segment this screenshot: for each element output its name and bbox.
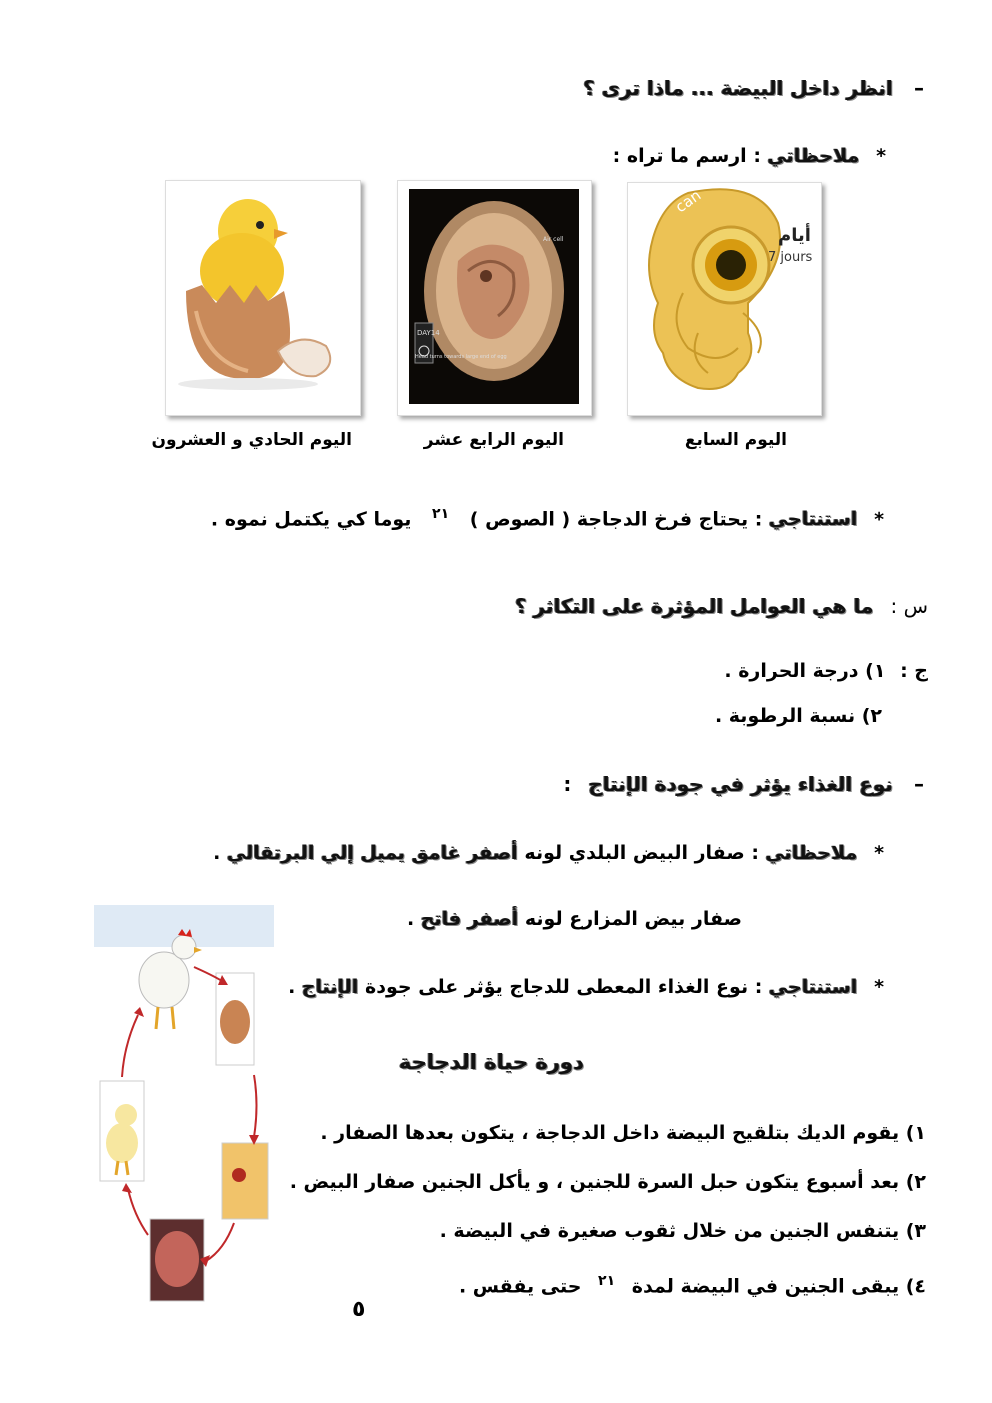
observation1-text: : ارسم ما تراه :: [612, 145, 761, 167]
lifecycle-item-4: ٤) يبقى الجنين في البيضة لمدة: [631, 1275, 926, 1298]
observation1-label: ملاحظاتي: [767, 145, 860, 167]
conclusion2-label: استنتاجي: [768, 976, 858, 998]
overlay-note: Head turns towards large end of egg: [415, 354, 507, 360]
conclusion1-text-after: يوما كي يكتمل نموه .: [210, 508, 412, 531]
conclusion2-text: : نوع الغذاء المعطى للدجاج يؤثر على جودة: [365, 976, 763, 998]
question-text: ما هي العوامل المؤثرة على التكاثر ؟: [515, 594, 874, 618]
observation2-emph: أصفر غامق يميل إلي البرتقالي: [226, 842, 518, 864]
observation2-line: [213, 842, 884, 864]
answer-item-2: ٢) نسبة الرطوبة .: [714, 705, 882, 727]
caption-day21: اليوم الحادي و العشرون: [151, 430, 352, 450]
lifecycle-item-3: ٣) يتنفس الجنين من خلال ثقوب صغيرة في البيضة .: [439, 1220, 926, 1242]
conclusion1-star: *: [874, 508, 884, 531]
answer-prefix: ج :: [900, 660, 928, 682]
lifecycle-item-2: ٢) بعد أسبوع يتكون حبل السرة للجنين ، و يأكل الجنين صفار البيض .: [289, 1171, 926, 1193]
lifecycle-item-1: ١) يقوم الديك بتلقيح البيضة داخل الدجاجة ، يتكون بعدها الصفار .: [320, 1122, 926, 1144]
page-number: ٥: [352, 1297, 366, 1322]
answer-line-1: [724, 660, 928, 682]
section1-dash: –: [914, 76, 924, 100]
question-prefix: س :: [890, 594, 928, 618]
conclusion2-emph: الإنتاج: [301, 976, 359, 998]
overlay-air-cell: Air cell: [543, 236, 564, 243]
observation1-star: *: [876, 145, 886, 167]
lifecycle-title: دورة حياة الدجاجة: [398, 1050, 584, 1074]
developed-embryo-picture: [150, 1219, 204, 1301]
answer-line-2: [715, 705, 882, 727]
section2-dash: –: [914, 772, 924, 796]
question-line: [515, 594, 928, 618]
conclusion1-line: [211, 506, 884, 530]
observation1-line: [613, 145, 886, 167]
section2-title: نوع الغذاء يؤثر في جودة الإنتاج: [588, 772, 894, 796]
conclusion1-text: : يحتاج فرخ الدجاجة ( الصوص ): [469, 508, 763, 531]
conclusion1-number: ٢١: [432, 506, 450, 522]
section2-heading: [563, 772, 924, 796]
section1-title: انظر داخل البيضة ... ماذا ترى ؟: [583, 76, 894, 100]
embryo-picture: [222, 1143, 268, 1219]
observation2b-emph: أصفر فاتح: [420, 908, 519, 930]
conclusion1-label: استنتاجي: [768, 508, 858, 531]
conclusion2-star: *: [874, 976, 884, 998]
embryo-day7-image: [627, 182, 822, 416]
lifecycle-item-4-row: [459, 1273, 926, 1297]
conclusion2-line: [288, 976, 884, 998]
section1-heading: [583, 76, 924, 100]
overlay-day-label: DAY14: [417, 329, 440, 337]
answer-item-1: ١) درجة الحرارة .: [724, 660, 886, 682]
lifecycle-item-4-number: ٢١: [598, 1273, 616, 1289]
observation2-text: : صفار البيض البلدي لونه: [524, 842, 759, 864]
egg-picture: [216, 973, 254, 1065]
hatched-chick-image: [165, 180, 361, 416]
section2-colon: :: [563, 772, 572, 796]
observation2b-line: [407, 908, 742, 930]
overlay-top-label: can: [671, 186, 705, 217]
overlay-days-word: أيام: [778, 225, 811, 246]
caption-day7: اليوم السابع: [684, 430, 787, 450]
conclusion2-end: .: [288, 976, 296, 998]
observation2b-end: .: [407, 908, 415, 930]
observation2-star: *: [874, 842, 884, 864]
lifecycle-item-4-end: حتى يفقس .: [458, 1275, 582, 1298]
caption-day14: اليوم الرابع عشر: [423, 430, 564, 450]
observation2-label: ملاحظاتي: [765, 842, 858, 864]
overlay-days-sub: 7 jours: [768, 250, 813, 265]
embryo-day14-image: [397, 180, 592, 416]
observation2b-text: صفار بيض المزارع لونه: [524, 908, 742, 930]
observation2-end: .: [213, 842, 221, 864]
chick-picture: [100, 1081, 144, 1181]
lifecycle-diagram: [94, 905, 274, 1305]
